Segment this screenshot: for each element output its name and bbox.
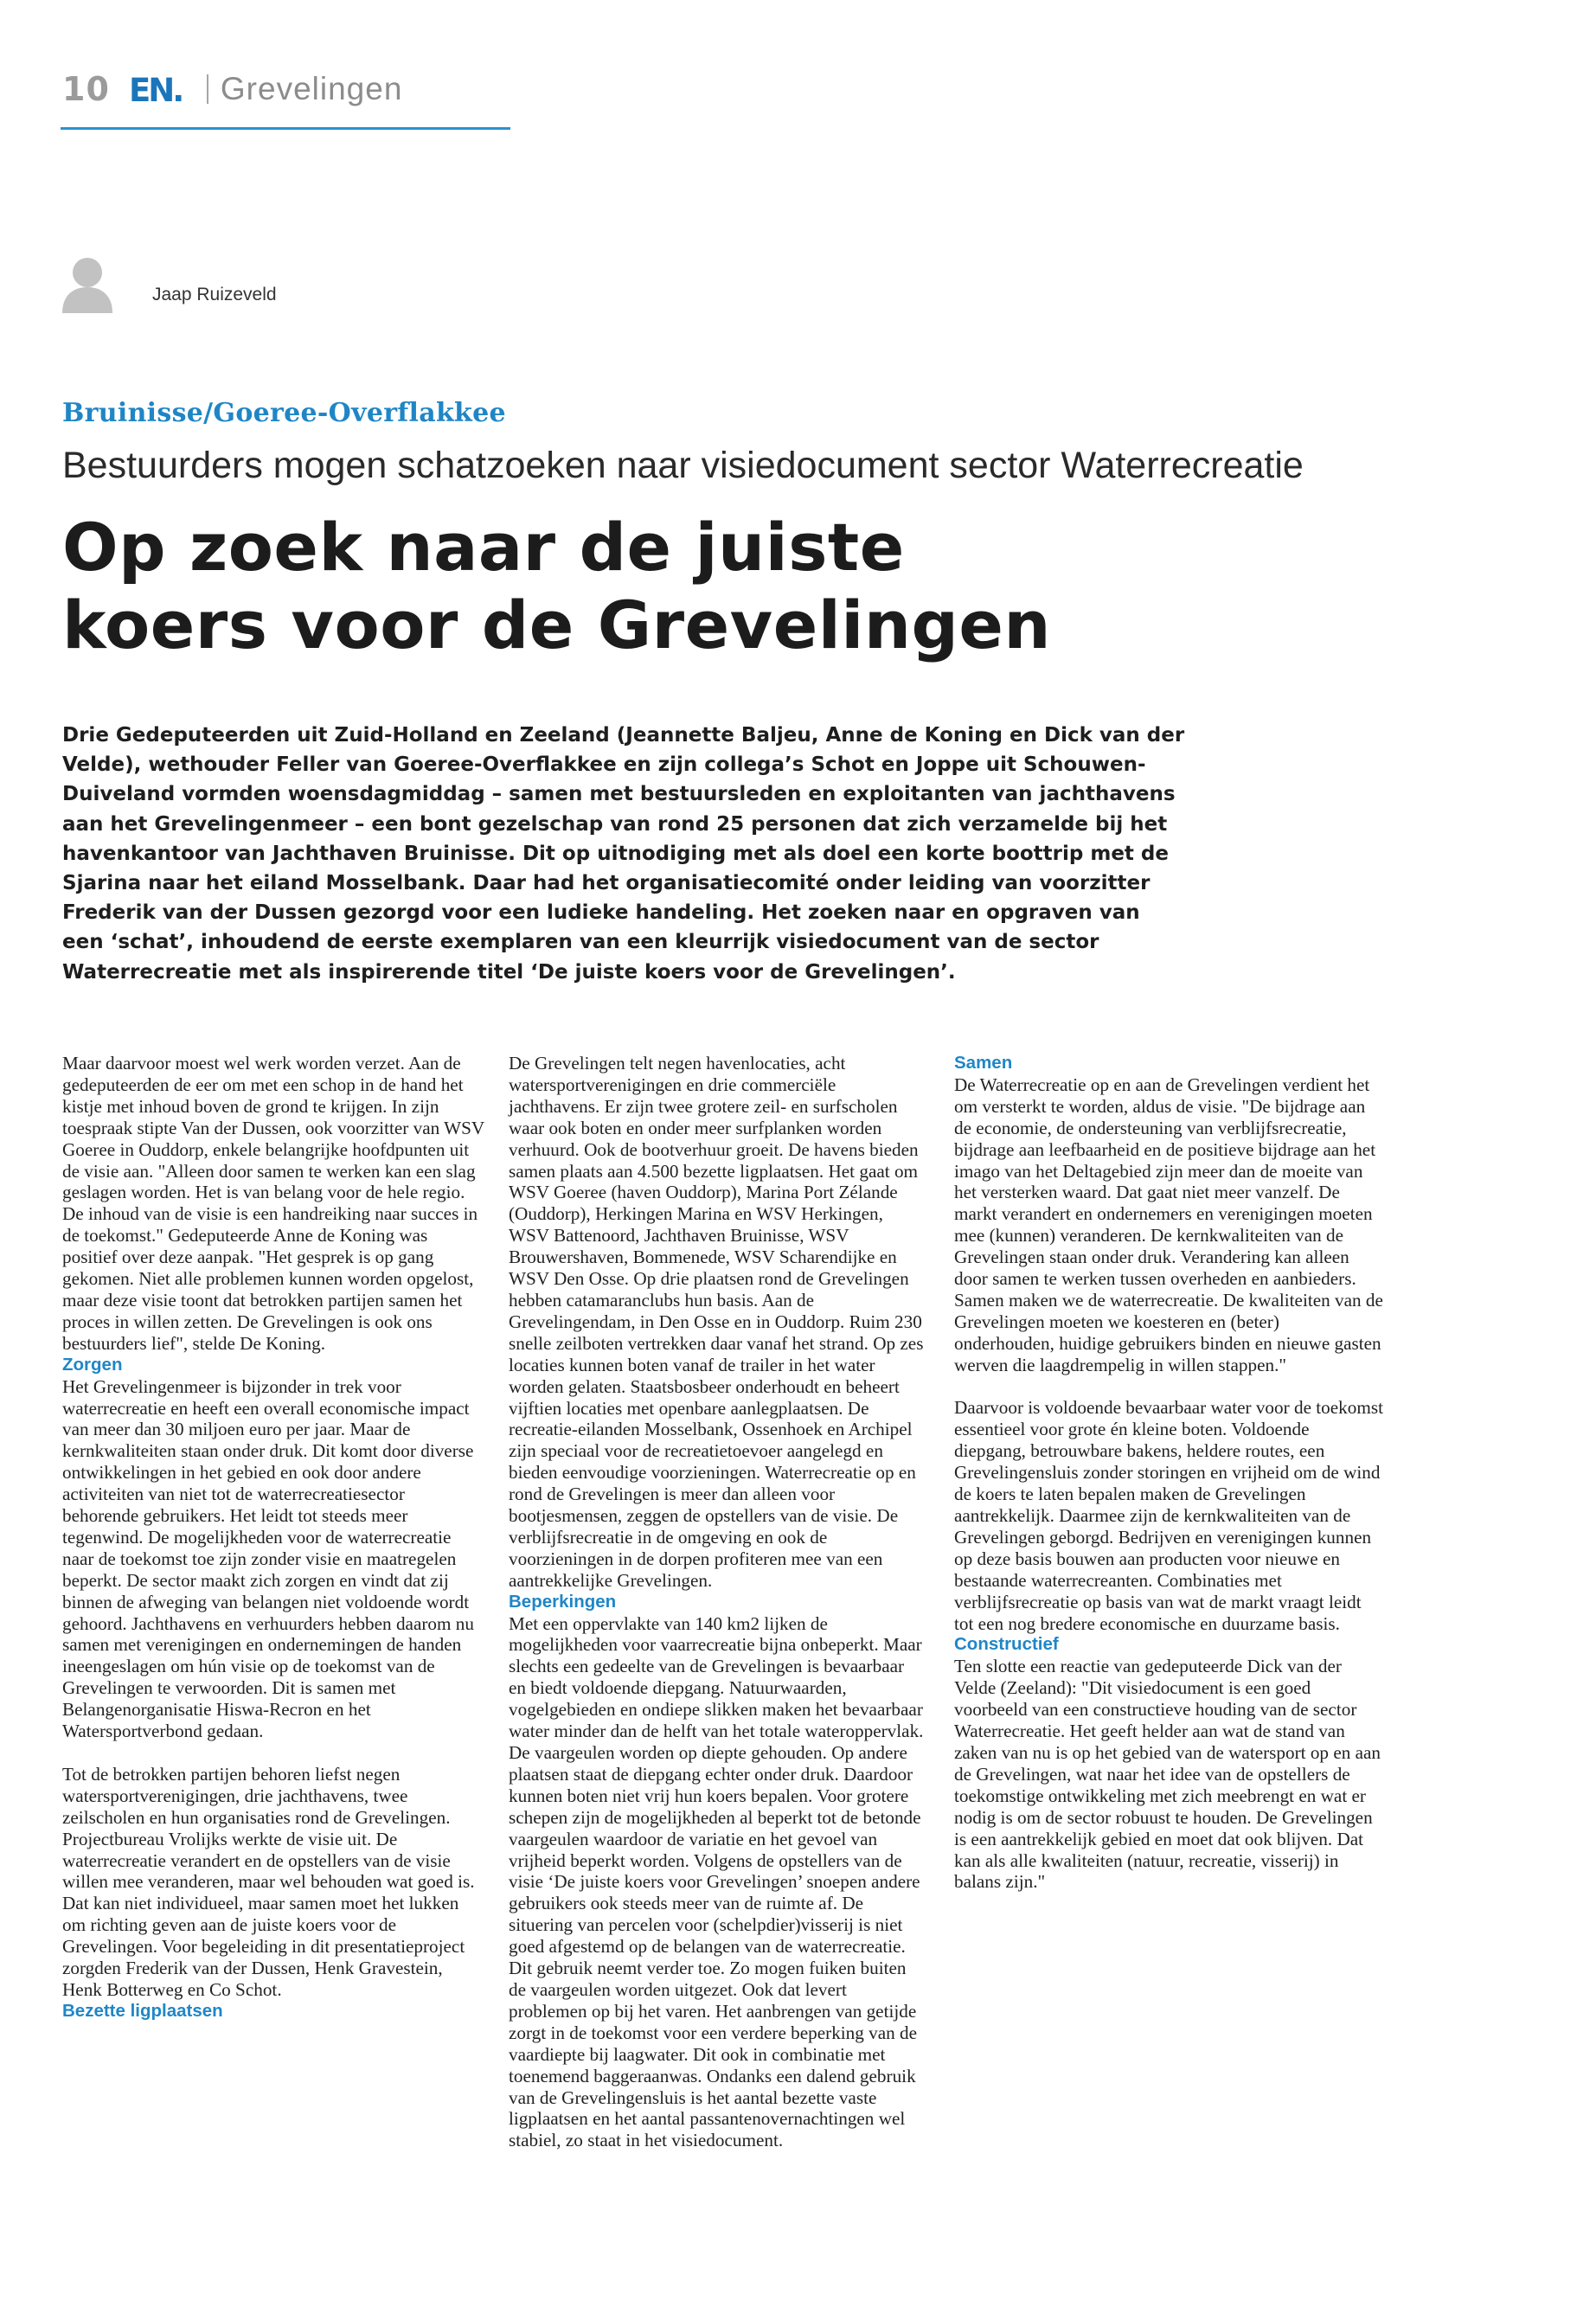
title-line-1: Op zoek naar de juiste — [62, 509, 905, 586]
paragraph-bevaarbaar: Daarvoor is voldoende bevaarbaar water voor de toekomst essentieel voor grote én kleine boten. Voldoende diepgang, betrouwbare bakens, heldere routes, een Grevelingensluis zonder storingen en vrijheid om de wind de koers te laten bepalen maken de Grevelingen aantrekkelijk. Daarmee zijn de kernkwaliteiten van de Grevelingen geborgd. Bedrijven en verenigingen kunnen op deze basis bouwen aan producten voor nieuwe en bestaande waterrecreanten. Combinaties met verblijfsrecreatie op basis van wat de markt vraagt leidt tot een nog bredere economische en duurzame basis. — [954, 1397, 1383, 1634]
paragraph-samen: De Waterrecreatie op en aan de Grevelingen verdient het om versterkt te worden, aldus de visie. "De bijdrage aan de economie, de ondersteuning van verblijfsrecreatie, bijdrage aan leefbaarheid en de positieve bijdrage aan het imago van het Deltagebied zijn meer dan de moeite van het versterken waard. Dat gaat niet meer vanzelf. De markt verandert en ondernemers en verenigingen moeten mee (kunnen) veranderen. De kernkwaliteiten van de Grevelingen staan onder druk. Verandering kan alleen door samen te werken tussen overheden en aanbieders. Samen maken we de waterrecreatie. De kwaliteiten van de Grevelingen moeten we koesteren en (beter) onderhouden, huidige gebruikers binden en nieuwe gasten werven die laagdrempelig in willen stappen." — [954, 1074, 1383, 1375]
body-column-2 — [509, 1053, 924, 2173]
body-column-3 — [954, 1053, 1384, 1893]
paragraph-constructief: Ten slotte een reactie van gedeputeerde Dick van der Velde (Zeeland): "Dit visiedocument is een goed voorbeeld van een constructieve houding van de sector Waterrecreatie. Het geeft helder aan wat de stand van zaken van nu is op het gebied van de watersport op en aan de Grevelingen, wat naar het idee van de opstellers de toekomstige ontwikkeling met zich meebrengt en wat er nodig is om de sector robuust te houden. De Grevelingen is een aantrekkelijk gebied en moet dat ook blijven. Dat kan als alle kwaliteiten (natuur, recreatie, visserij) in balans zijn." — [954, 1656, 1381, 1893]
article-lead: Drie Gedeputeerden uit Zuid-Holland en Zeeland (Jeannette Baljeu, Anne de Koning en Dick van der Velde), wethouder Feller van Goeree-Overflakkee en zijn collega’s Schot en Joppe uit Schouwen-Duiveland vormden woensdagmiddag – samen met bestuursleden en exploitanten van jachthavens aan het Grevelingenmeer – een bont gezelschap van rond 25 personen dat zich verzamelde bij het havenkantoor van Jachthaven Bruinisse. Dit op uitnodiging met als doel een korte boottrip met de Sjarina naar het eiland Mosselbank. Daar had het organisatiecomité onder leiding van voorzitter Frederik van der Dussen gezorgd voor een ludieke handeling. Het zoeken naar en opgraven van een ‘schat’, inhoudend de eerste exemplaren van een kleurrijk visiedocument van de sector Waterrecreatie met als inspirerende titel ‘De juiste koers voor de Grevelingen’. — [62, 724, 1185, 984]
author-byline — [61, 256, 277, 313]
article-subtitle: Bestuurders mogen schatzoeken naar visiedocument sector Waterrecreatie — [62, 445, 1304, 486]
paragraph-ligplaatsen: De Grevelingen telt negen havenlocaties, acht watersportverenigingen en drie commerciële jachthavens. Er zijn twee grotere zeil- en surfscholen waar ook boten en onder meer surfplanken worden verhuurd. Ook de bootverhuur groeit. De havens bieden samen plaats aan 4.500 bezette ligplaatsen. Het gaat om WSV Goeree (haven Ouddorp), Marina Port Zélande (Ouddorp), Herkingen Marina en WSV Herkingen, WSV Battenoord, Jachthaven Bruinisse, WSV Brouwershaven, Bommenede, WSV Scharendijke en WSV Den Osse. Op drie plaatsen rond de Grevelingen hebben catamaranclubs hun basis. Aan de Grevelingendam, in Den Osse en in Ouddorp. Ruim 230 snelle zeilboten vertrekken daar vanaf het strand. Op zes locaties kunnen boten vanaf de trailer in het water worden gelaten. Staatsbosbeer onderhoudt en beheert vijftien locaties met openbare aanlegplaatsen. De recreatie-eilanden Mosselbank, Ossenhoek en Archipel zijn speciaal voor de recreatietoevoer aangelegd en bieden eenvoudige voorzieningen. Waterrecreatie op en rond de Grevelingen is meer dan alleen voor bootjesmensen, zeggen de opstellers van de visie. De verblijfsrecreatie in de omgeving en ook de voorzieningen in de dorpen profiteren mee van een aantrekkelijke Grevelingen. — [509, 1053, 924, 1591]
heading-constructief: Constructief — [954, 1634, 1059, 1655]
header-rule — [61, 127, 510, 130]
author-name: Jaap Ruizeveld — [152, 285, 277, 304]
paragraph-zorgen: Het Grevelingenmeer is bijzonder in trek voor waterrecreatie en heeft een overall economische impact van meer dan 30 miljoen euro per jaar. Maar de kernkwaliteiten staan onder druk. Dit komt door diverse ontwikkelingen in het gebied en ook door andere activiteiten van niet tot de waterrecreatiesector behorende gebruikers. Het leidt tot steeds meer tegenwind. De mogelijkheden voor de waterrecreatie naar de toekomst toe zijn zonder visie en maatregelen beperkt. De sector maakt zich zorgen en vindt dat zij binnen de afweging van belangen niet voldoende wordt gehoord. Jachthavens en verhuurders hebben daarom nu samen met verenigingen en ondernemingen de handen ineengeslagen om hún visie op de toekomst van de Grevelingen te verwoorden. Dit is samen met Belangenorganisatie Hiswa-Recron en het Watersportverbond gedaan. — [62, 1375, 474, 1742]
page-header — [62, 67, 402, 111]
publication-logo — [129, 74, 195, 104]
title-line-2: koers voor de Grevelingen — [62, 586, 1051, 663]
heading-samen: Samen — [954, 1053, 1013, 1073]
article-title — [62, 509, 1051, 664]
heading-beperkingen: Beperkingen — [509, 1591, 617, 1612]
section-name: Grevelingen — [220, 71, 403, 106]
article-kicker: Bruinisse/Goeree-Overflakkee — [62, 398, 506, 428]
heading-bezette-ligplaatsen: Bezette ligplaatsen — [62, 2000, 223, 2021]
svg-text:EN.: EN. — [128, 74, 183, 104]
paragraph-beperkingen: Met een oppervlakte van 140 km2 lijken de mogelijkheden voor vaarrecreatie bijna onbeperkt. Maar slechts een gedeelte van de Grevelingen is bevaarbaar en biedt voldoende diepgang. Natuurwaarden, vogelgebieden en ondiepe slikken maken het bevaarbaar water minder dan de helft van het totale wateroppervlak. De vaargeulen worden op diepte gehouden. Op andere plaatsen staat de diepgang echter onder druk. Daardoor kunnen boten niet vrij hun koers bepalen. Voor grotere schepen zijn de mogelijkheden al beperkt tot de betonde vaargeulen waardoor de variatie en het gevoel van vrijheid beperkt worden. Volgens de opstellers van de visie ‘De juiste koers voor Grevelingen’ snoepen andere gebruikers ook steeds meer van de ruimte af. De situering van percelen voor (schelpdier)visserij is niet goed afgestemd op de belangen van de waterrecreatie. Dit gebruik neemt verder toe. Zo mogen fuiken buiten de vaargeulen worden uitgezet. Ook dat levert problemen op bij het varen. Het aanbrengen van getijde zorgt in de toekomst voor een verdere beperking van de vaardiepte bij laagwater. Dit ook in combinatie met toenemend baggeraanwas. Ondanks een dalend gebruik van de Grevelingensluis is het aantal bezette vaste ligplaatsen en het aantal passantenovernachtingen wel stabiel, zo staat in het visiedocument. — [509, 1612, 924, 2151]
body-column-1 — [62, 1053, 484, 2022]
heading-zorgen: Zorgen — [62, 1354, 123, 1375]
paragraph-intro: Maar daarvoor moest wel werk worden verzet. Aan de gedeputeerden de eer om met een schop in de hand het kistje met inhoud boven de grond te krijgen. In zijn toespraak stipte Van der Dussen, ook voorzitter van WSV Goeree in Ouddorp, enkele belangrijke hoofdpunten uit de visie aan. "Alleen door samen te werken kan een slag geslagen worden. Het is van belang voor de hele regio. De inhoud van de visie is een handreiking naar succes in de toekomst." Gedeputeerde Anne de Koning was positief over deze aanpak. "Het gesprek is op gang gekomen. Niet alle problemen kunnen worden opgelost, maar deze visie toont dat betrokken partijen samen het proces in willen zetten. De Grevelingen is ook ons bestuurders lief", stelde De Koning. — [62, 1053, 484, 1354]
page-number: 10 — [62, 70, 110, 108]
person-silhouette-icon — [61, 256, 114, 313]
paragraph-partijen: Tot de betrokken partijen behoren liefst negen watersportverenigingen, drie jachthavens, twee zeilscholen en hun organisaties rond de Grevelingen. Projectbureau Vrolijks werkte de visie uit. De waterrecreatie verandert en de opstellers van de visie willen mee veranderen, maar wel behouden wat goed is. Dat kan niet individueel, maar samen moet het lukken om richting geven aan de juiste koers voor de Grevelingen. Voor begeleiding in dit presentatieproject zorgden Frederik van der Dussen, Henk Gravestein, Henk Botterweg en Co Schot. — [62, 1763, 475, 2000]
header-separator — [207, 74, 208, 104]
